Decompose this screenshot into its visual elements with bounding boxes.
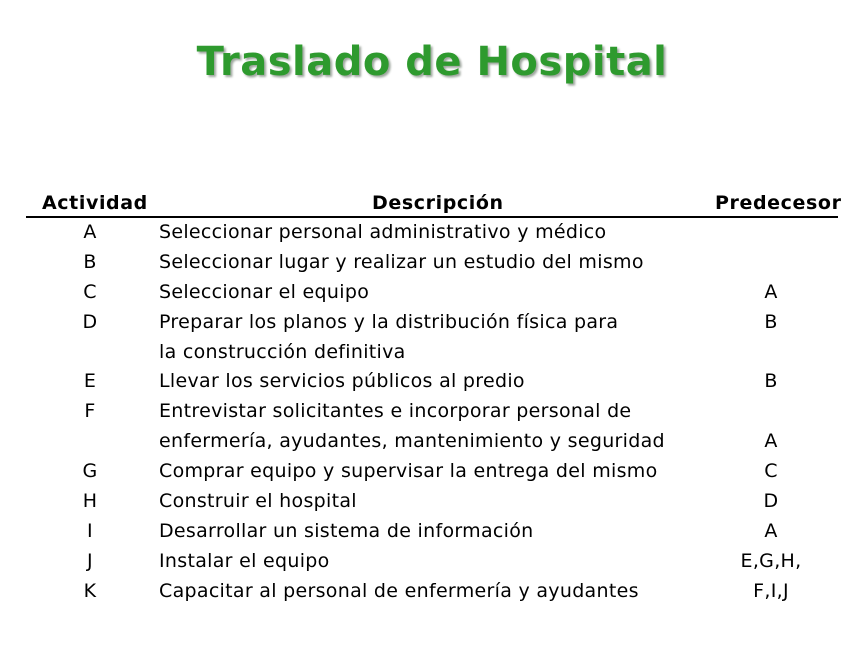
table-row: [26, 248, 838, 278]
activity-cell: F: [84, 400, 96, 423]
predecessor-cell: B: [764, 310, 778, 333]
description-cell: Preparar los planos y la distribución física para: [159, 310, 619, 333]
activity-cell: J: [87, 549, 93, 572]
description-cell: Seleccionar lugar y realizar un estudio del mismo: [159, 250, 644, 273]
activity-cell: I: [87, 519, 93, 542]
predecessor-cell: D: [763, 490, 779, 513]
description-cell: Entrevistar solicitantes e incorporar personal de: [159, 400, 632, 423]
description-cell: Comprar equipo y supervisar la entrega del mismo: [159, 460, 658, 483]
description-cell: Seleccionar el equipo: [159, 280, 370, 303]
description-cell: Construir el hospital: [159, 490, 357, 513]
table-row: [26, 517, 838, 547]
header-activity: Actividad: [42, 192, 148, 214]
activity-cell: E: [83, 370, 97, 393]
predecessor-cell: F,I,J: [753, 579, 789, 602]
description-cell: la construcción definitiva: [159, 340, 406, 363]
activity-cell: G: [82, 460, 98, 483]
predecessor-cell: A: [764, 280, 778, 303]
description-cell: Desarrollar un sistema de información: [159, 519, 534, 542]
table-row: [26, 487, 838, 517]
activities-table: [26, 189, 842, 607]
activity-cell: C: [83, 280, 97, 303]
activity-cell: H: [82, 490, 98, 513]
description-cell: Seleccionar personal administrativo y médico: [159, 221, 607, 243]
table-row: [26, 278, 838, 308]
description-cell: enfermería, ayudantes, mantenimiento y seguridad: [159, 430, 665, 453]
table-body: [26, 218, 838, 607]
table-row: [26, 218, 838, 248]
predecessor-cell: B: [764, 370, 778, 393]
table-header: [26, 189, 842, 218]
table-row: [26, 338, 838, 368]
description-cell: Llevar los servicios públicos al predio: [159, 370, 525, 393]
predecessor-cell: E,G,H,: [740, 549, 802, 572]
table-row: [26, 547, 838, 577]
description-cell: Capacitar al personal de enfermería y ayudantes: [159, 579, 639, 602]
activity-cell: D: [82, 310, 98, 333]
table-row: [26, 397, 838, 427]
predecessor-cell: C: [764, 460, 778, 483]
table-row: [26, 367, 838, 397]
header-description: Descripción: [372, 192, 504, 214]
activity-cell: A: [83, 221, 97, 243]
predecessor-cell: A: [764, 519, 778, 542]
page-title: Traslado de Hospital: [196, 39, 668, 85]
activity-cell: K: [83, 579, 97, 602]
header-predecessor: Predecesor: [715, 192, 842, 214]
description-cell: Instalar el equipo: [159, 549, 330, 572]
predecessor-cell: A: [764, 430, 778, 453]
table-row: [26, 427, 838, 457]
table-row: [26, 308, 838, 338]
activity-cell: B: [83, 250, 97, 273]
table-row: [26, 457, 838, 487]
table-row: [26, 577, 838, 607]
